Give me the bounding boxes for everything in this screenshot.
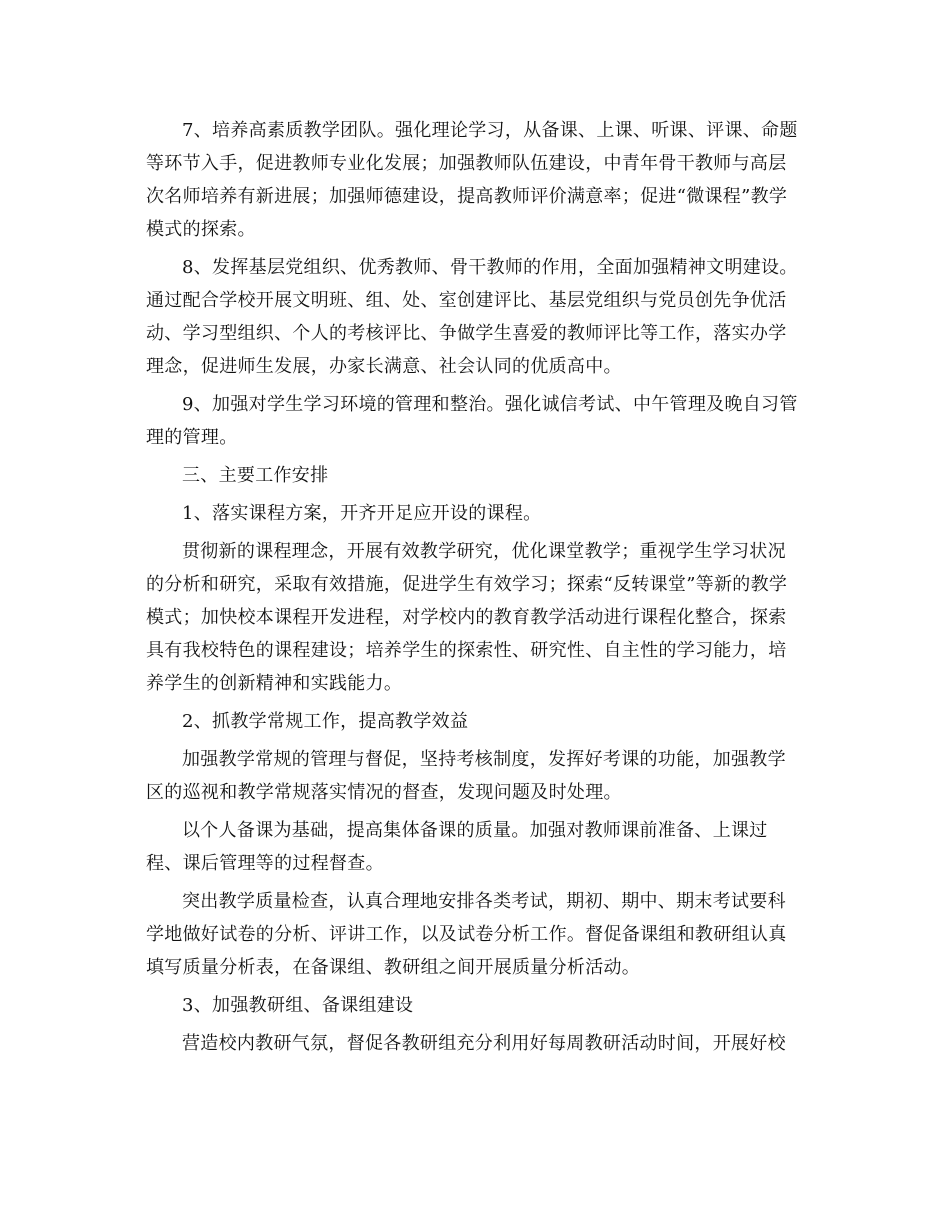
text-line: 2、抓教学常规工作，提高教学效益 [182,711,469,732]
text-line: 填写质量分析表，在备课组、教研组之间开展质量分析活动。 [146,957,641,978]
text-line: 1、落实课程方案，开齐开足应开设的课程。 [182,503,542,524]
paragraph-sub-2-body-a [146,743,810,809]
text-line: 养学生的创新精神和实践能力。 [146,673,403,694]
text-line: 理的管理。 [146,427,238,448]
text-line: 学地做好试卷的分析、评讲工作，以及试卷分析工作。督促备课组和教研组认真 [146,924,787,945]
text-line: 7、培养高素质教学团队。强化理论学习，从备课、上课、听课、评课、命题 [182,120,798,141]
text-line: 理念，促进师生发展，办家长满意、社会认同的优质高中。 [146,356,622,377]
paragraph-section-3-heading [146,459,810,492]
document-body [146,114,810,1065]
paragraph-sub-1-heading [146,497,810,530]
text-line: 程、课后管理等的过程督查。 [146,853,384,874]
text-line: 通过配合学校开展文明班、组、处、室创建评比、基层党组织与党员创先争优活 [146,290,787,311]
text-line: 的分析和研究，采取有效措施，促进学生有效学习；探索“反转课堂”等新的教学 [146,574,788,595]
paragraph-item-7 [146,114,810,246]
text-line: 加强教学常规的管理与督促，坚持考核制度，发挥好考课的功能，加强教学 [182,749,786,770]
paragraph-sub-3-body [146,1027,810,1060]
text-line: 以个人备课为基础，提高集体备课的质量。加强对教师课前准备、上课过 [182,820,768,841]
text-line: 三、主要工作安排 [182,465,329,486]
text-line: 9、加强对学生学习环境的管理和整治。强化诚信考试、中午管理及晚自习管 [182,394,798,415]
text-line: 区的巡视和教学常规落实情况的督查，发现问题及时处理。 [146,782,622,803]
text-line: 具有我校特色的课程建设；培养学生的探索性、研究性、自主性的学习能力，培 [146,640,787,661]
paragraph-sub-3-heading [146,989,810,1022]
text-line: 营造校内教研气氛，督促各教研组充分利用好每周教研活动时间，开展好校 [182,1033,786,1054]
paragraph-item-8 [146,251,810,383]
text-line: 突出教学质量检查，认真合理地安排各类考试，期初、期中、期末考试要科 [182,891,786,912]
text-line: 3、加强教研组、备课组建设 [182,995,414,1016]
text-line: 贯彻新的课程理念，开展有效教学研究，优化课堂教学；重视学生学习状况 [182,541,786,562]
paragraph-sub-2-body-b [146,814,810,880]
text-line: 8、发挥基层党组织、优秀教师、骨干教师的作用，全面加强精神文明建设。 [182,257,798,278]
text-line: 动、学习型组织、个人的考核评比、争做学生喜爱的教师评比等工作，落实办学 [146,323,787,344]
paragraph-sub-2-body-c [146,885,810,984]
text-line: 等环节入手，促进教师专业化发展；加强教师队伍建设，中青年骨干教师与高层 [146,153,787,174]
text-line: 模式；加快校本课程开发进程，对学校内的教育教学活动进行课程化整合，探索 [146,607,787,628]
paragraph-item-9 [146,388,810,454]
text-line: 次名师培养有新进展；加强师德建设，提高教师评价满意率；促进“微课程”教学 [146,186,788,207]
paragraph-sub-2-heading [146,705,810,738]
paragraph-sub-1-body [146,535,810,700]
text-line: 模式的探索。 [146,219,256,240]
